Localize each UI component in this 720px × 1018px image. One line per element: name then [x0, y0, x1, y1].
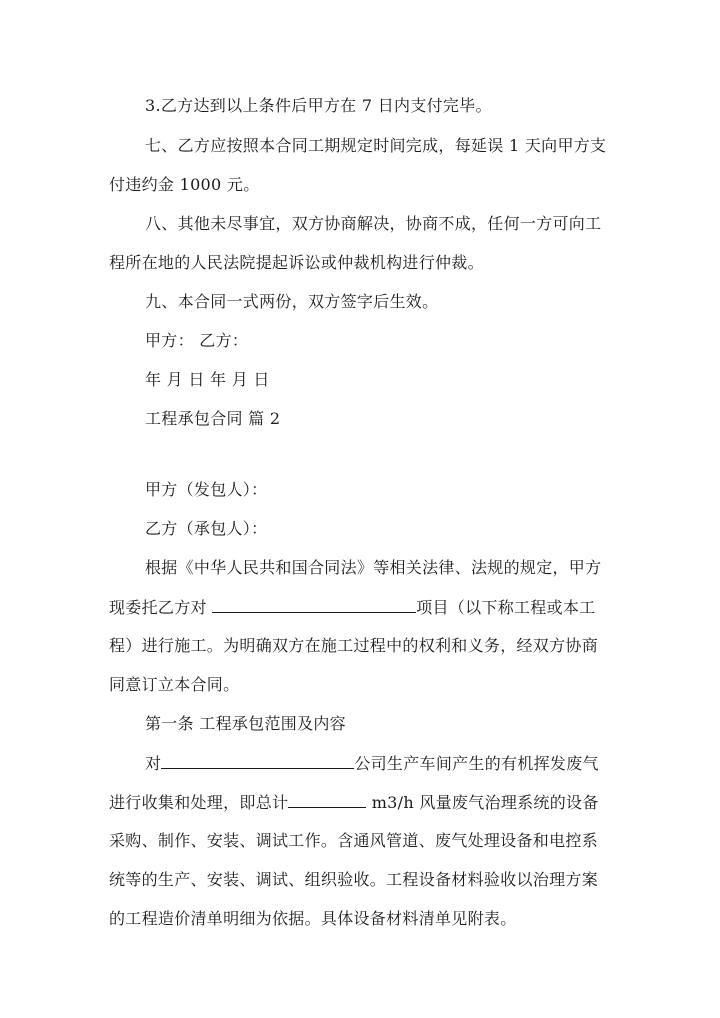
article-1-line-3: 采购、制作、安装、调试工作。含通风管道、废气处理设备和电控系 — [109, 831, 599, 850]
article-1-line-2-start: 进行收集和处理，即总计 — [109, 793, 289, 812]
preamble-line-4: 同意订立本合同。 — [109, 675, 240, 694]
clause-9: 九、本合同一式两份，双方签字后生效。 — [145, 292, 439, 311]
company-name-blank — [161, 751, 354, 769]
signature-dates: 年 月 日 年 月 日 — [145, 370, 270, 389]
section-title: 工程承包合同 篇 2 — [145, 409, 281, 428]
signature-parties: 甲方： 乙方： — [145, 331, 249, 350]
article-1-line-1 — [145, 751, 645, 776]
clause-8-line-2: 程所在地的人民法院提起诉讼或仲裁机构进行仲裁。 — [109, 253, 484, 272]
preamble-line-1: 根据《中华人民共和国合同法》等相关法律、法规的规定，甲方 — [145, 558, 602, 577]
airflow-volume-blank — [288, 790, 366, 808]
party-a-label: 甲方（发包人）： — [145, 480, 268, 499]
project-name-blank — [212, 595, 416, 613]
article-1-line-1-end: 公司生产车间产生的有机挥发废气 — [354, 754, 599, 773]
article-1-line-2-end: m3/h 风量废气治理系统的设备 — [366, 793, 599, 812]
preamble-line-2 — [109, 595, 609, 620]
clause-8-line-1: 八、其他未尽事宜，双方协商解决，协商不成，任何一方可向工 — [145, 214, 602, 233]
article-1-line-1-start: 对 — [145, 754, 162, 773]
article-1-line-2 — [109, 790, 609, 815]
preamble-line-3: 程）进行施工。为明确双方在施工过程中的权利和义务，经双方协商 — [109, 636, 599, 655]
clause-7-line-2: 付违约金 1000 元。 — [109, 175, 260, 194]
article-1-line-4: 统等的生产、安装、调试、组织验收。工程设备材料验收以治理方案 — [109, 870, 599, 889]
article-1-heading: 第一条 工程承包范围及内容 — [145, 714, 346, 733]
article-1-line-5: 的工程造价清单明细为依据。具体设备材料清单见附表。 — [109, 909, 517, 928]
party-b-label: 乙方（承包人）： — [145, 519, 268, 538]
preamble-line-2-start: 现委托乙方对 — [109, 598, 213, 617]
clause-7-line-1: 七、乙方应按照本合同工期规定时间完成，每延误 1 天向甲方支 — [145, 136, 607, 155]
payment-clause-3: 3.乙方达到以上条件后甲方在 7 日内支付完毕。 — [145, 96, 492, 115]
preamble-line-2-end: 项目（以下称工程或本工 — [416, 598, 596, 617]
